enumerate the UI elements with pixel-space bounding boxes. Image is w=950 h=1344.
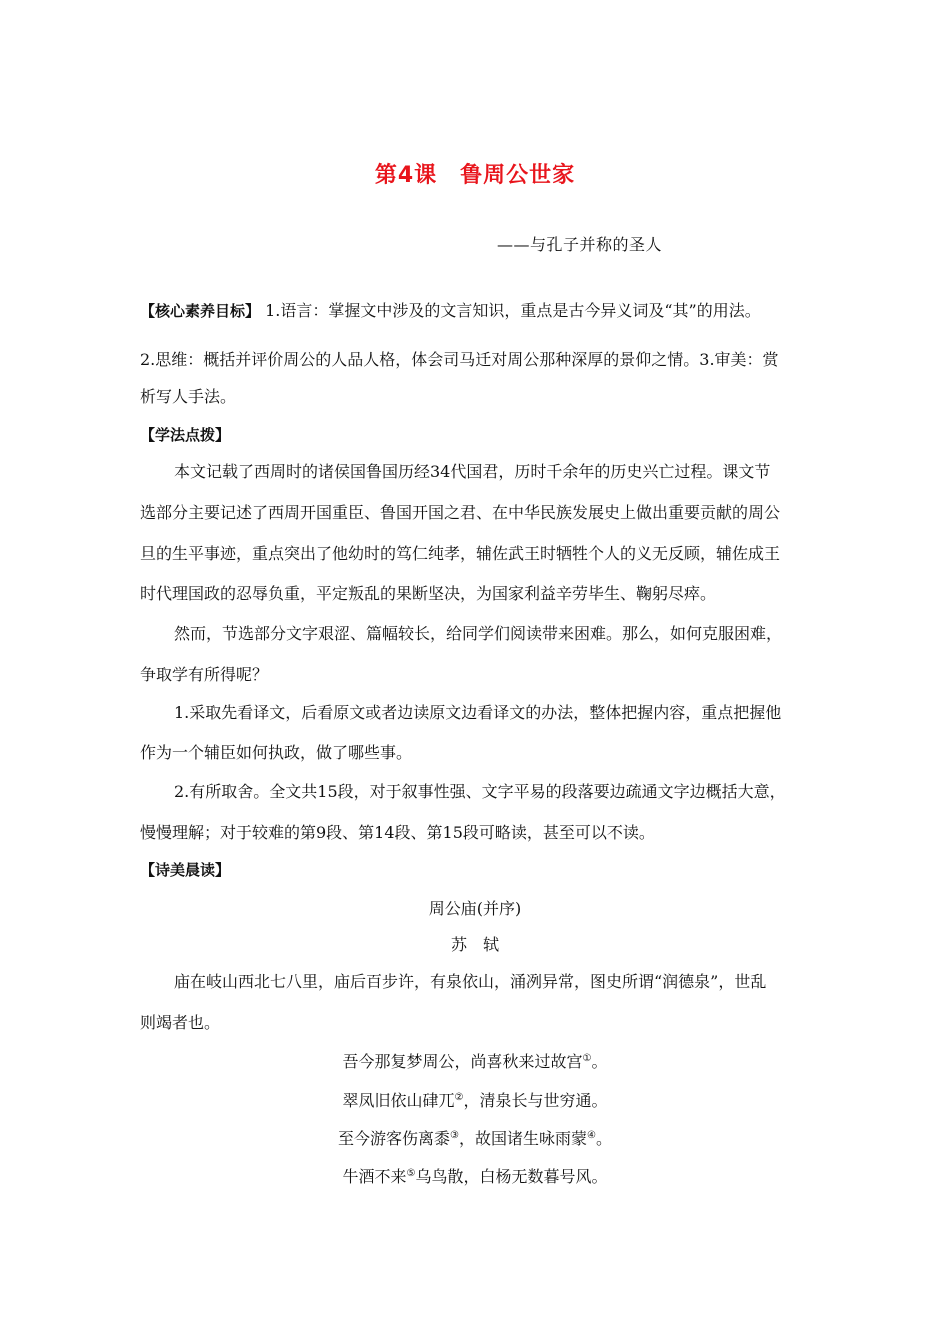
method-paragraph-1-line-3: 旦的生平事迹，重点突出了他幼时的笃仁纯孝，辅佐武王时牺牲个人的义无反顾，辅佐成王 [140,544,781,563]
study-method-label: 【学法点拨】 [140,426,231,444]
poem-title: 周公庙(并序) [428,899,522,918]
poem-preface-line-2: 则竭者也。 [140,1013,221,1032]
method-paragraph-2-line-1: 然而，节选部分文字艰涩、篇幅较长，给同学们阅读带来困难。那么，如何克服困难， [174,624,783,643]
poem-preface-line-1: 庙在岐山西北七八里，庙后百步许，有泉依山，涌冽异常，图史所谓“润德泉”，世乱 [174,972,767,991]
footnote-marker: ④ [587,1130,596,1141]
verse-text: 至今游客伤离黍 [338,1129,451,1148]
poem-author: 苏 轼 [450,935,499,954]
method-paragraph-1-line-2: 选部分主要记述了西周开国重臣、鲁国开国之君、在中华民族发展史上做出重要贡献的周公 [140,503,781,522]
core-objectives-line-3: 析写人手法。 [140,387,237,406]
footnote-marker: ③ [450,1130,459,1141]
method-paragraph-2-line-2: 争取学有所得呢？ [140,665,269,684]
verse-text: 牛酒不来 [342,1167,407,1186]
core-objectives-line-1 [140,299,820,323]
method-paragraph-4-line-2: 慢慢理解；对于较难的第9段、第14段、第15段可略读，甚至可以不读。 [140,823,655,842]
poem-section-label: 【诗美晨读】 [140,861,231,879]
core-objectives-text-1: 1.语言：掌握文中涉及的文言知识，重点是古今异义词及“其”的用法。 [265,301,761,320]
verse-text: 翠凤旧依山硉兀 [342,1091,455,1110]
lesson-subtitle: ——与孔子并称的圣人 [497,235,663,254]
footnote-marker: ① [582,1053,592,1064]
method-paragraph-1-line-1: 本文记载了西周时的诸侯国鲁国历经34代国君，历时千余年的历史兴亡过程。课文节 [174,462,771,481]
method-paragraph-3-line-1: 1.采取先看译文，后看原文或者边读原文边看译文的办法，整体把握内容，重点把握他 [174,703,782,722]
verse-text: ，清泉长与世穷通。 [463,1091,608,1110]
verse-text: 吾今那复梦周公，尚喜秋来过故宫 [342,1052,583,1071]
verse-text: 。 [591,1052,608,1071]
core-objectives-label: 【核心素养目标】 [140,302,261,320]
core-objectives-line-2: 2.思维：概括并评价周公的人品人格，体会司马迁对周公那种深厚的景仰之情。3.审美：赏 [140,350,779,369]
lesson-title: 第4课 鲁周公世家 [374,163,576,188]
footnote-marker: ② [454,1092,464,1103]
method-paragraph-4-line-1: 2.有所取舍。全文共15段，对于叙事性强、文字平易的段落要边疏通文字边概括大意， [174,782,786,801]
verse-text: ，故国诸生咏雨蒙 [458,1129,587,1148]
footnote-marker: ⑤ [406,1168,416,1179]
method-paragraph-3-line-2: 作为一个辅臣如何执政，做了哪些事。 [140,743,413,762]
verse-text: 乌鸟散，白杨无数暮号风。 [415,1167,608,1186]
poem-verse-4 [0,1162,950,1189]
poem-verse-3 [0,1124,950,1151]
poem-verse-2 [0,1086,950,1113]
method-paragraph-1-line-4: 时代理国政的忍辱负重，平定叛乱的果断坚决，为国家利益辛劳毕生、鞠躬尽瘁。 [140,584,717,603]
verse-text: 。 [595,1129,612,1148]
poem-verse-1 [0,1047,950,1074]
